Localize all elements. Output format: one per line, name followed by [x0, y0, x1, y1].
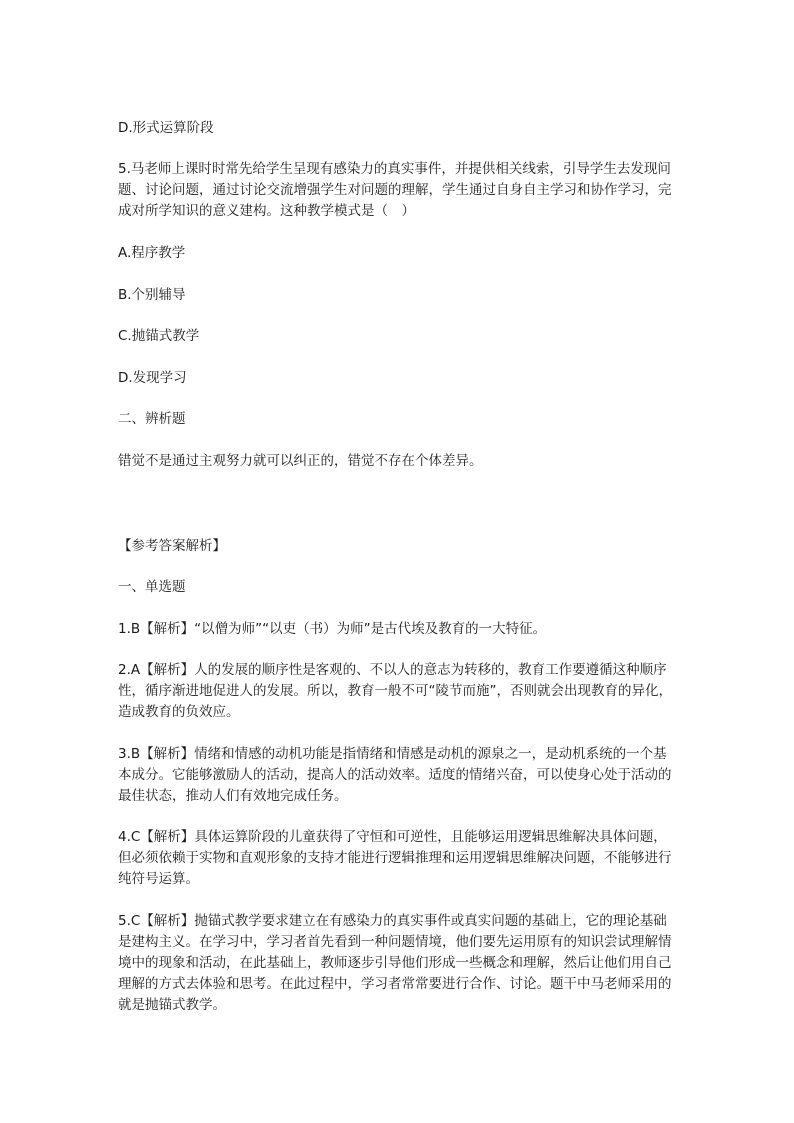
- answer-item-5: 5.C【解析】抛锚式教学要求建立在有感染力的真实事件或真实问题的基础上，它的理论基础是建构主义。在学习中，学习者首先看到一种问题情境，他们要先运用原有的知识尝试理解情境中的现象和活动，在此基础上，教师逐步引导他们形成一些概念和理解，然后让他们用自己理解的方式去体验和思考。在此过程中，学习者常常要进行合作、讨论。题干中马老师采用的就是抛锚式教学。: [118, 913, 672, 1013]
- answers-subheading: 一、单选题: [118, 579, 186, 595]
- answer-item-3: 3.B【解析】情绪和情感的动机功能是指情绪和情感是动机的源泉之一，是动机系统的一个基本成分。它能够激励人的活动，提高人的活动效率。适度的情绪兴奋，可以使身心处于活动的最佳状态，推动人们有效地完成任务。: [118, 746, 672, 804]
- q5-option-d: D.发现学习: [118, 370, 187, 386]
- section2-heading: 二、辨析题: [118, 411, 186, 427]
- answer-item-2: 2.A【解析】人的发展的顺序性是客观的、不以人的意志为转移的，教育工作要遵循这种顺序性，循序渐进地促进人的发展。所以，教育一般不可“陵节而施”，否则就会出现教育的异化，造成教育的负效应。: [118, 662, 672, 720]
- section2-statement: 错觉不是通过主观努力就可以纠正的，错觉不存在个体差异。: [118, 453, 483, 469]
- q4-option-d: D.形式运算阶段: [118, 120, 214, 136]
- q5-option-a: A.程序教学: [118, 245, 186, 261]
- q5-option-c: C.抛锚式教学: [118, 328, 200, 344]
- answer-item-4: 4.C【解析】具体运算阶段的儿童获得了守恒和可逆性，且能够运用逻辑思维解决具体问题，但必须依赖于实物和直观形象的支持才能进行逻辑推理和运用逻辑思维解决问题，不能够进行纯符号运算。: [118, 829, 672, 887]
- answer-item-1: 1.B【解析】“以僧为师”“以吏（书）为师”是古代埃及教育的一大特征。: [118, 621, 547, 637]
- q5-stem: 5.马老师上课时时常先给学生呈现有感染力的真实事件，并提供相关线索，引导学生去发现问题、讨论问题，通过讨论交流增强学生对问题的理解，学生通过自身自主学习和协作学习，完成对所学知识的意义建构。这种教学模式是（ ）: [118, 161, 672, 219]
- answers-heading: 【参考答案解析】: [118, 538, 226, 554]
- q5-option-b: B.个别辅导: [118, 287, 186, 303]
